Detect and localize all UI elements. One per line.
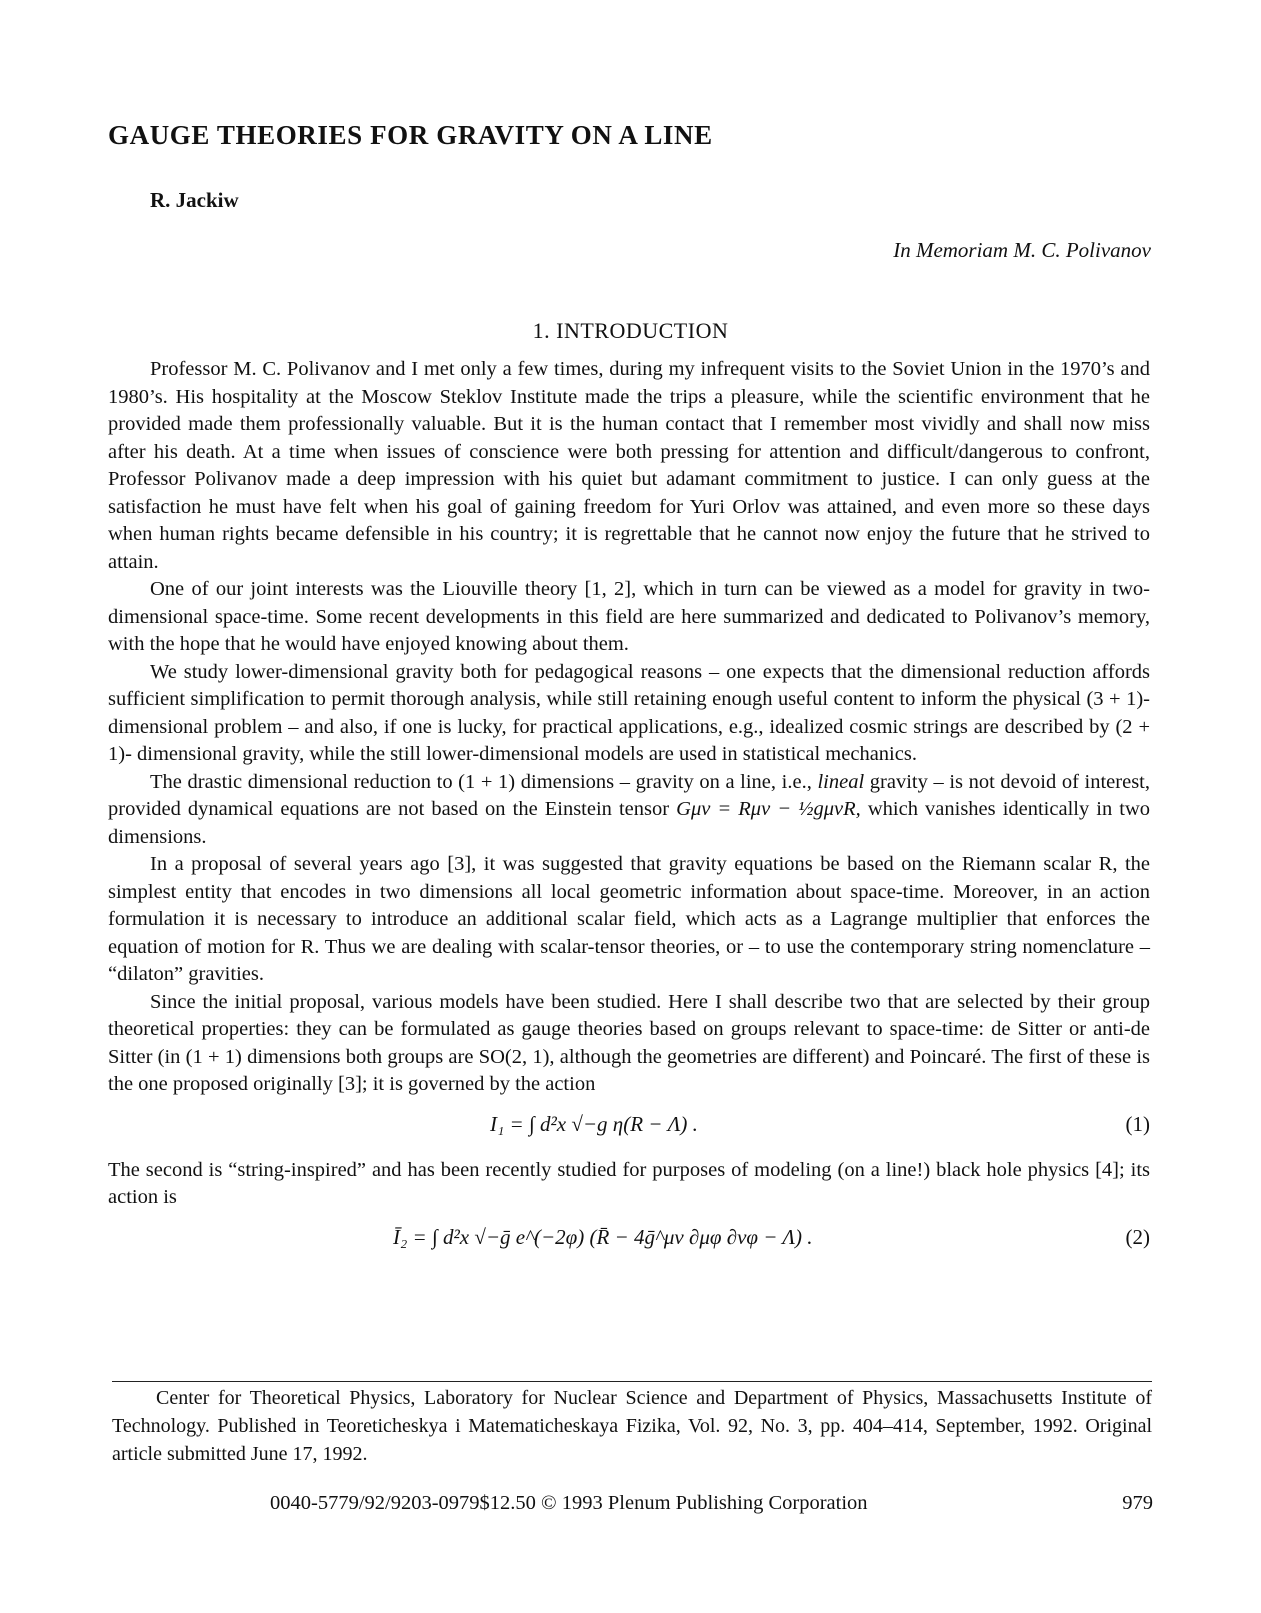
paragraph-2: One of our joint interests was the Liouville theory [1, 2], which in turn can be viewed as a model for gravity in two-dimensional space-time. Some recent developments in this field are here summarized and dedicated to Polivanov’s memory, with the hope that he would have enjoyed knowing about them. — [108, 578, 1150, 655]
footnote-divider — [112, 1381, 1152, 1382]
page-number: 979 — [1122, 1492, 1153, 1514]
paper-title: GAUGE THEORIES FOR GRAVITY ON A LINE — [108, 120, 713, 150]
equation-2 — [108, 1212, 1150, 1270]
paragraph-4-emphasis: lineal — [817, 770, 865, 793]
footnote: Center for Theoretical Physics, Laboratory for Nuclear Science and Department of Physics, Massachusetts Institute of Technology. Published in Teoreticheskya i Matematicheskaya Fizika, Vol. 92, No. 3, pp. 404–414, September, 1992. Original article submitted June 17, 1992. — [112, 1387, 1152, 1465]
body-text — [108, 356, 1150, 1270]
equation-1-formula: I₁ = ∫ d²x √−g η(R − Λ) . — [490, 1111, 698, 1136]
paragraph-6: Since the initial proposal, various models have been studied. Here I shall describe two that are selected by their group theoretical properties: they can be formulated as gauge theories based on groups relevant to space-time: de Sitter or anti-de Sitter (in (1 + 1) dimensions both groups are SO(2, 1), although the geometries are different) and Poincaré. The first of these is the one proposed originally [3]; it is governed by the action — [108, 990, 1150, 1095]
author-name: R. Jackiw — [150, 188, 239, 212]
paragraph-5: In a proposal of several years ago [3], it was suggested that gravity equations be based on the Riemann scalar R, the simplest entity that encodes in two dimensions all local geometric information about space-time. Moreover, in an action formulation it is necessary to introduce an additional scalar field, which acts as a Lagrange multiplier that enforces the equation of motion for R. Thus we are dealing with scalar-tensor theories, or – to use the contemporary string nomenclature – “dilaton” gravities. — [108, 853, 1150, 985]
equation-2-number: (2) — [1125, 1224, 1150, 1249]
paragraph-1: Professor M. C. Polivanov and I met only a few times, during my infrequent visits to the Soviet Union in the 1970’s and 1980’s. His hospitality at the Moscow Steklov Institute made the trips a pleasure, while the scientific environment that he provided made them professionally valuable. But it is the human contact that I remember most vividly and shall now miss after his death. At a time when issues of conscience were both pressing for attention and difficult/dangerous to confront, Professor Polivanov made a deep impression with his quiet but adamant commitment to justice. I can only guess at the satisfaction he must have felt when his goal of gaining freedom for Yuri Orlov was attained, and even more so these days when human rights became defensible in his country; it is regrettable that he cannot now enjoy the future that he strived to attain. — [108, 358, 1150, 573]
paragraph-4-part-b: gravity – is not devoid of interest, provided dynamical equations are not based on the Einstein tensor — [108, 770, 1151, 820]
paragraph-7: The second is “string-inspired” and has been recently studied for purposes of modeling (on a line!) black hole physics [4]; its action is — [108, 1158, 1150, 1208]
paragraph-4 — [108, 769, 1150, 852]
equation-1 — [108, 1099, 1150, 1157]
dedication: In Memoriam M. C. Polivanov — [893, 238, 1151, 262]
equation-2-formula: Ī₂ = ∫ d²x √−ḡ e^(−2φ) (R̄ − 4ḡ^μν ∂μφ ∂νφ − Λ) . — [393, 1224, 813, 1249]
copyright-line: 0040-5779/92/9203-0979$12.50 © 1993 Plenum Publishing Corporation — [270, 1492, 868, 1514]
section-heading: 1. INTRODUCTION — [532, 318, 729, 343]
paragraph-3: We study lower-dimensional gravity both for pedagogical reasons – one expects that the dimensional reduction affords sufficient simplification to permit thorough analysis, while still retaining enough useful content to inform the physical (3 + 1)-dimensional problem – and also, if one is lucky, for practical applications, e.g., idealized cosmic strings are described by (2 + 1)- dimensional gravity, while the still lower-dimensional models are used in statistical mechanics. — [108, 660, 1150, 765]
paragraph-4-part-a: The drastic dimensional reduction to (1 + 1) dimensions – gravity on a line, i.e., — [150, 770, 812, 793]
paragraph-4-part-c: which vanishes identically in two dimensions. — [108, 798, 1151, 848]
einstein-tensor-formula: Gμν = Rμν − ½gμνR, — [676, 798, 861, 820]
equation-1-number: (1) — [1125, 1111, 1150, 1136]
